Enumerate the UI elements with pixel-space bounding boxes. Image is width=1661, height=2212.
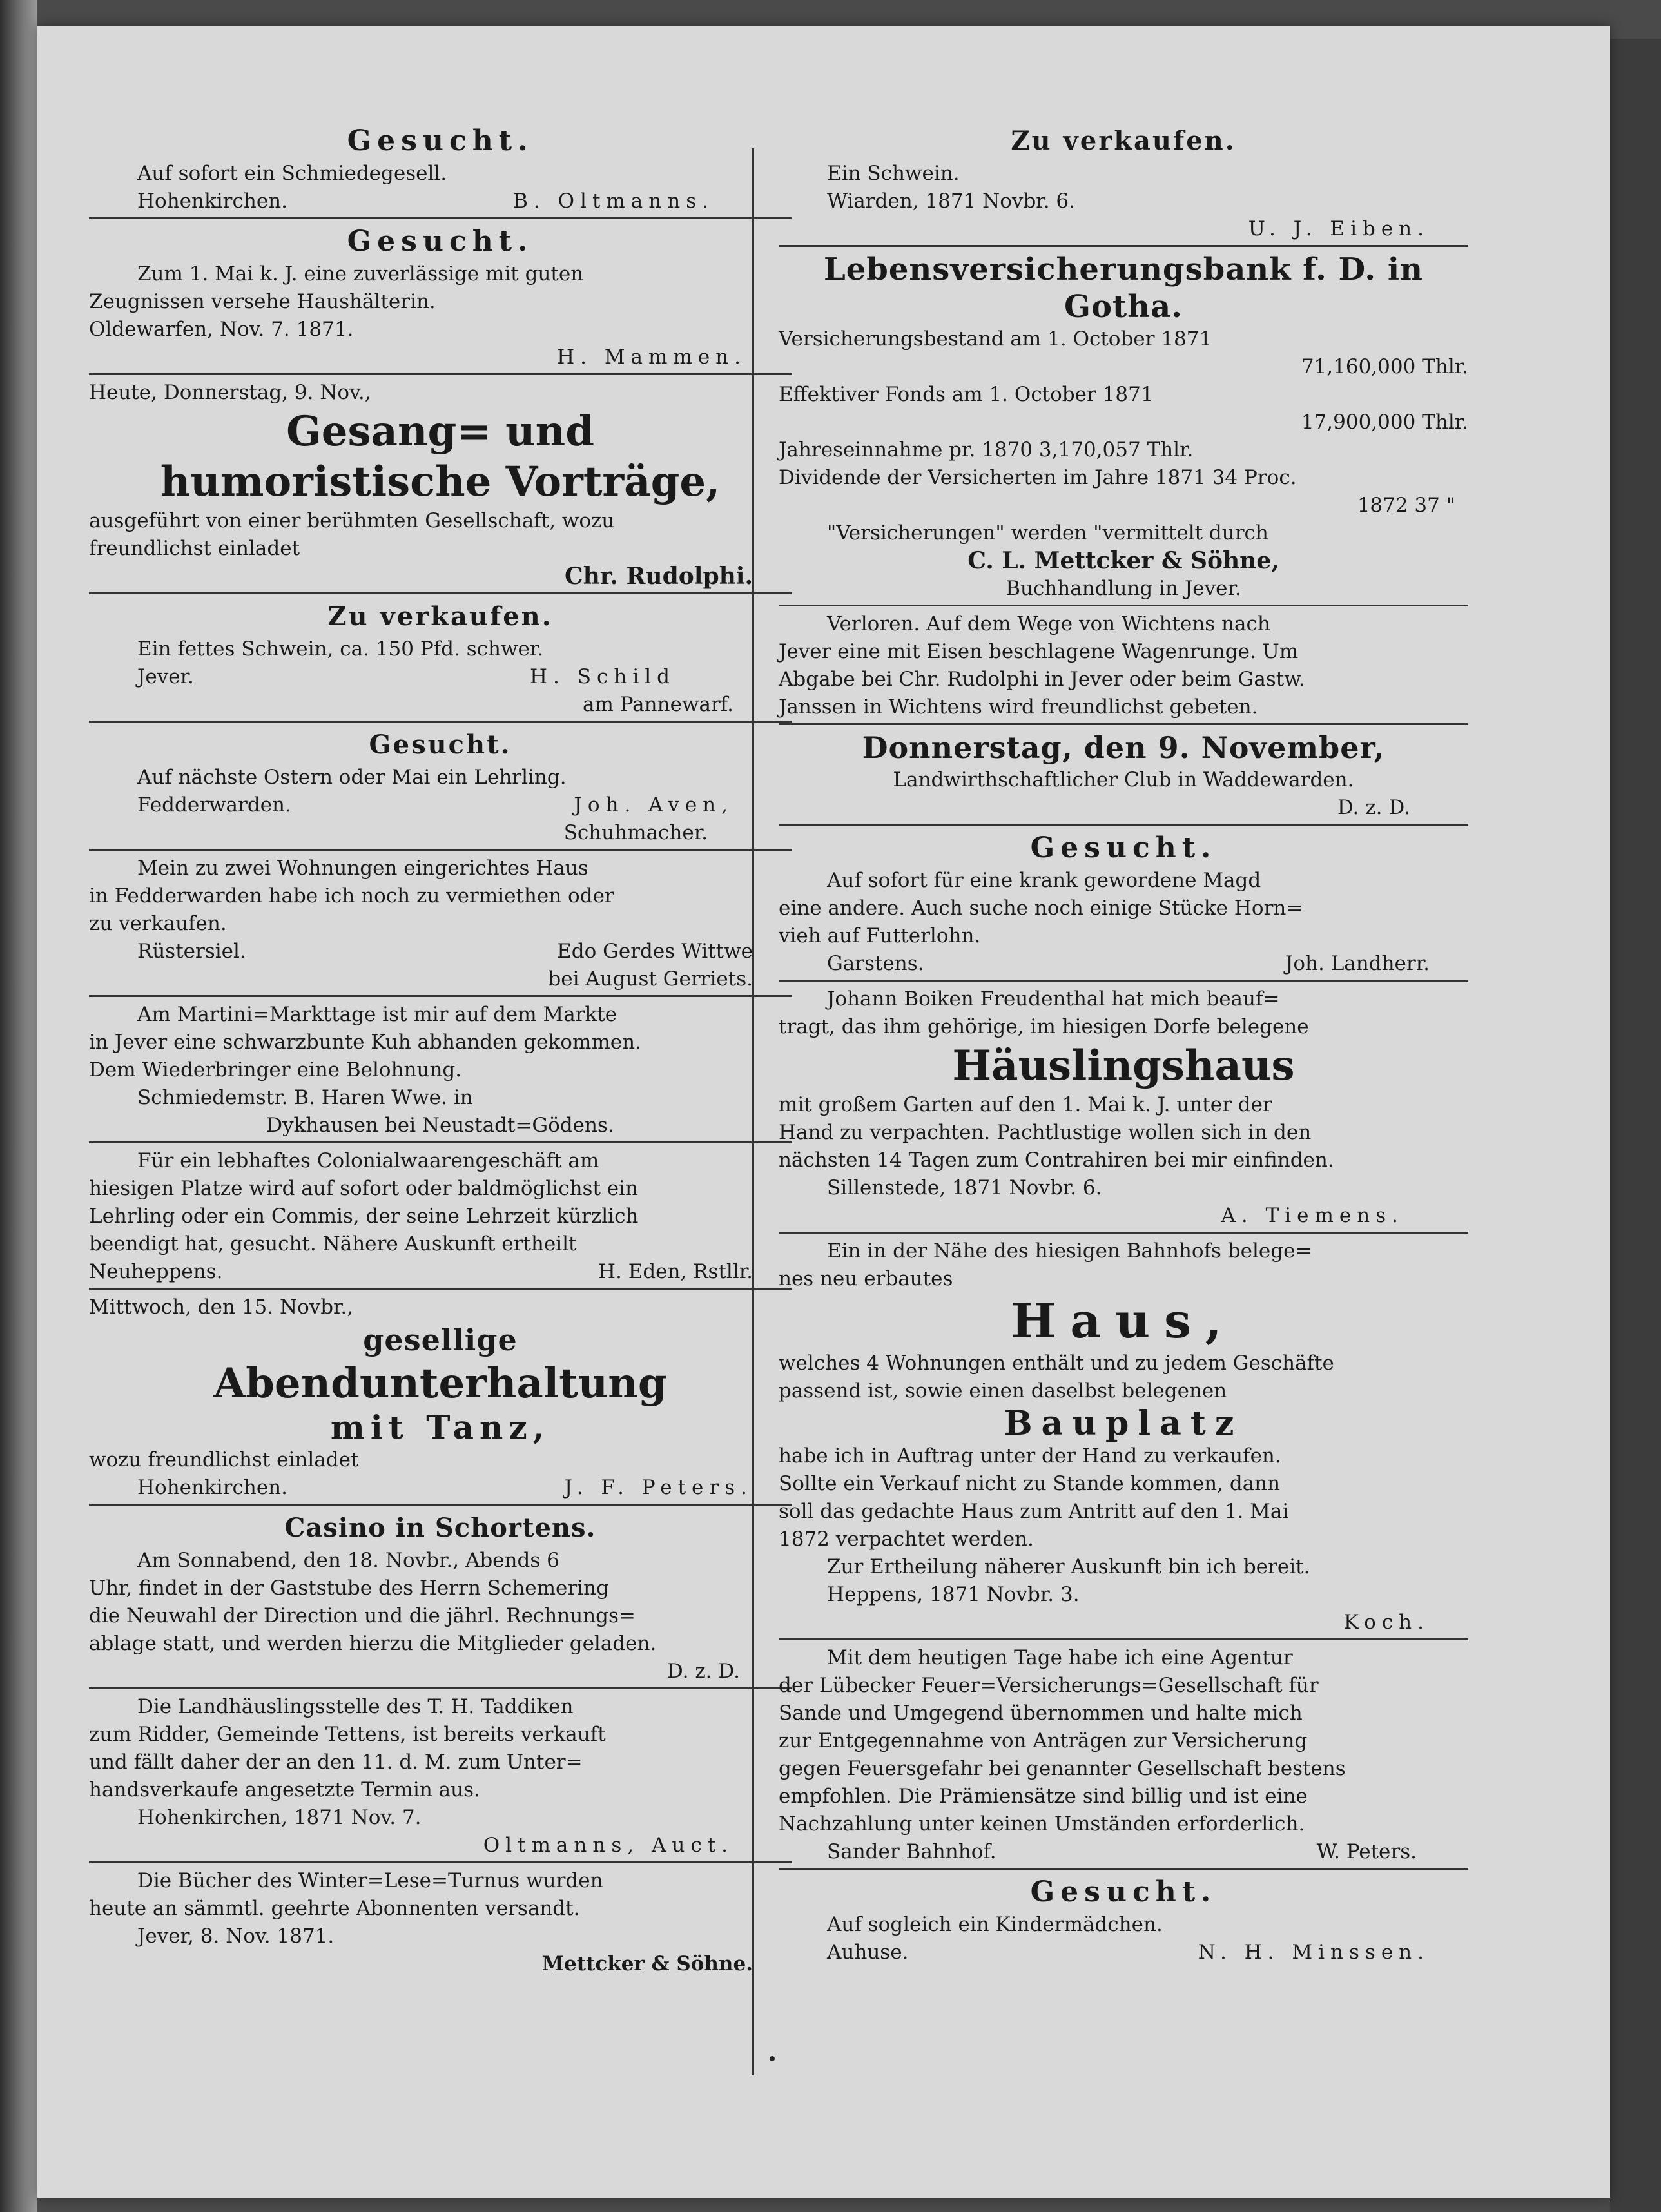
ad-text: Auf sogleich ein Kindermädchen. (827, 1913, 1163, 1936)
ad-place: Jever. (137, 665, 194, 688)
ad-text: 1872 37 " (1357, 494, 1455, 517)
left-column (89, 122, 792, 1978)
separator (779, 245, 1468, 247)
ad-text: hiesigen Platze wird auf sofort oder baldmöglichst ein (89, 1177, 639, 1200)
ad-signature: H. Eden, Rstllr. (597, 1260, 753, 1283)
ad-haus-bauplatz (779, 1237, 1468, 1636)
separator (89, 721, 792, 723)
ad-text: nächsten 14 Tagen zum Contrahiren bei mir einfinden. (779, 1149, 1334, 1172)
ad-gesucht-haushaelterin (89, 223, 792, 371)
ad-place: Hohenkirchen, 1871 Nov. 7. (137, 1806, 422, 1829)
separator (89, 849, 792, 851)
ad-subline: Buchhandlung in Jever. (1005, 577, 1241, 600)
ad-verkaufen-schwein-wiarden (779, 122, 1468, 243)
newspaper-page (37, 26, 1610, 2198)
ad-title: Zu verkaufen. (327, 601, 553, 632)
ad-title: Gesucht. (347, 124, 534, 157)
ad-headline: Gotha. (1064, 289, 1183, 325)
ad-subline: Schuhmacher. (563, 821, 708, 844)
ad-text: Janssen in Wichtens wird freundlichst gebeten. (779, 695, 1258, 719)
ad-text: Für ein lebhaftes Colonialwaarengeschäft am (137, 1149, 599, 1172)
page-edge (1610, 39, 1661, 2212)
ad-signature: J. F. Peters. (564, 1476, 753, 1499)
ad-signature: N. H. Minssen. (1198, 1941, 1430, 1964)
ad-text: Dem Wiederbringer eine Belohnung. (89, 1058, 462, 1082)
ad-place: Heppens, 1871 Novbr. 3. (827, 1583, 1080, 1606)
ad-signature: H. Mammen. (557, 345, 746, 369)
ad-signature: Joh. Aven, (574, 793, 733, 817)
ad-text: Auf sofort ein Schmiedegesell. (137, 162, 447, 185)
ad-title: Casino in Schortens. (284, 1513, 596, 1543)
ad-text: Dividende der Versicherten im Jahre 1871 34 Proc. (779, 466, 1297, 489)
ad-text: beendigt hat, gesucht. Nähere Auskunft ertheilt (89, 1232, 577, 1256)
ad-text: Sande und Umgegend übernommen und halte mich (779, 1702, 1303, 1725)
ad-text: welches 4 Wohnungen enthält und zu jedem Geschäfte (779, 1352, 1334, 1375)
ad-text: Ein in der Nähe des hiesigen Bahnhofs belege= (827, 1239, 1312, 1263)
ad-gesucht-schmiedegesell (89, 122, 792, 215)
ad-text: Versicherungsbestand am 1. October 1871 (779, 327, 1212, 351)
ad-signature: A. Tiemens. (1221, 1204, 1404, 1227)
ad-text: Uhr, findet in der Gaststube des Herrn Schemering (89, 1577, 609, 1600)
separator (89, 1504, 792, 1506)
ad-text: Jahreseinnahme pr. 1870 3,170,057 Thlr. (779, 438, 1194, 461)
separator (89, 373, 792, 375)
separator (89, 1141, 792, 1143)
ad-text: vieh auf Futterlohn. (779, 924, 981, 947)
separator (779, 824, 1468, 826)
ad-signature: D. z. D. (666, 1660, 740, 1683)
ad-text: passend ist, sowie einen daselbst belegenen (779, 1379, 1227, 1402)
ad-text: Zum 1. Mai k. J. eine zuverlässige mit guten (137, 262, 584, 286)
ad-verloren (779, 610, 1468, 721)
ad-value: 71,160,000 Thlr. (1301, 355, 1468, 378)
ad-place: Oldewarfen, Nov. 7. 1871. (89, 318, 354, 341)
ad-signature: Joh. Landherr. (1285, 952, 1430, 975)
ad-abendunterhaltung (89, 1294, 792, 1502)
ad-text: 1872 verpachtet werden. (779, 1528, 1034, 1551)
ad-text: Die Bücher des Winter=Lese=Turnus wurden (137, 1869, 603, 1892)
ad-date: Mittwoch, den 15. Novbr., (89, 1295, 354, 1319)
ad-signature: Mettcker & Söhne. (541, 1952, 753, 1975)
ad-place: Neuheppens. (89, 1260, 223, 1283)
ad-headline: Bauplatz (1004, 1404, 1243, 1443)
ad-text: zum Ridder, Gemeinde Tettens, ist bereits verkauft (89, 1723, 606, 1746)
ad-text: Hand zu verpachten. Pachtlustige wollen sich in den (779, 1121, 1312, 1144)
ad-text: ablage statt, und werden hierzu die Mitglieder geladen. (89, 1632, 657, 1655)
ad-gesucht-kindermaedchen (779, 1874, 1468, 1966)
ad-headline: gesellige (363, 1323, 518, 1357)
ad-text: Auf sofort für eine krank gewordene Magd (827, 869, 1261, 892)
ad-text: Zeugnissen versehe Haushälterin. (89, 290, 436, 313)
ad-place: Jever, 8. Nov. 1871. (137, 1925, 335, 1948)
ad-text: Johann Boiken Freudenthal hat mich beauf= (827, 987, 1280, 1011)
ad-headline: Haus, (1011, 1294, 1236, 1349)
ad-signature: Koch. (1343, 1611, 1430, 1634)
separator (779, 723, 1468, 725)
ad-feuerversicherung (779, 1644, 1468, 1866)
ad-text: der Lübecker Feuer=Versicherungs=Gesellschaft für (779, 1674, 1319, 1697)
ad-title: Gesucht. (1030, 831, 1217, 864)
separator (89, 1861, 792, 1863)
ad-landhaeuslingsstelle (89, 1693, 792, 1859)
ad-text: mit großem Garten auf den 1. Mai k. J. unter der (779, 1093, 1272, 1116)
ad-text: wozu freundlichst einladet (89, 1448, 359, 1471)
separator (89, 995, 792, 997)
ad-headline: mit Tanz, (330, 1408, 550, 1446)
ad-kuh-abhanden (89, 1001, 792, 1140)
ad-text: Ein fettes Schwein, ca. 150 Pfd. schwer. (137, 637, 544, 661)
ad-text: gegen Feuersgefahr bei genannter Gesellschaft bestens (779, 1757, 1346, 1780)
ad-text: die Neuwahl der Direction und die jährl. Rechnungs= (89, 1604, 636, 1627)
ad-haeuslingshaus (779, 985, 1468, 1230)
ad-gesang-vortraege (89, 379, 792, 590)
ad-text: Lehrling oder ein Commis, der seine Lehrzeit kürzlich (89, 1205, 639, 1228)
ad-text: Effektiver Fonds am 1. October 1871 (779, 383, 1154, 406)
ad-text: Am Sonnabend, den 18. Novbr., Abends 6 (137, 1549, 559, 1572)
ad-headline: Donnerstag, den 9. November, (862, 730, 1385, 765)
book-spine (0, 0, 37, 2212)
ad-text: freundlichst einladet (89, 537, 300, 560)
ad-signature: C. L. Mettcker & Söhne, (967, 547, 1279, 574)
ad-signature: Chr. Rudolphi. (564, 563, 753, 590)
separator (89, 1687, 792, 1689)
ad-place: Hohenkirchen. (137, 189, 287, 213)
ad-value: 17,900,000 Thlr. (1301, 411, 1468, 434)
ad-text: handsverkaufe angesetzte Termin aus. (89, 1778, 480, 1801)
ad-text: empfohlen. Die Prämiensätze sind billig und ist eine (779, 1785, 1308, 1808)
ad-text: eine andere. Auch suche noch einige Stücke Horn= (779, 897, 1303, 920)
ad-place: Fedderwarden. (137, 793, 291, 817)
ad-text: Am Martini=Markttage ist mir auf dem Markte (137, 1003, 617, 1026)
ad-text: Schmiedemstr. B. Haren Wwe. in (137, 1086, 473, 1109)
ad-text: Sollte ein Verkauf nicht zu Stande kommen, dann (779, 1472, 1281, 1495)
ad-text: tragt, das ihm gehörige, im hiesigen Dorfe belegene (779, 1015, 1309, 1038)
ad-place: Sillenstede, 1871 Novbr. 6. (827, 1176, 1102, 1199)
ad-text: und fällt daher der an den 11. d. M. zum Unter= (89, 1751, 583, 1774)
ad-gesucht-lehrling (89, 726, 792, 847)
ad-place: Wiarden, 1871 Novbr. 6. (827, 189, 1075, 213)
ad-title: Gesucht. (1030, 1876, 1217, 1908)
ad-headline: Lebensversicherungsbank f. D. in (824, 251, 1423, 287)
ad-verkaufen-schwein (89, 598, 792, 719)
ad-headline: Häuslingshaus (952, 1042, 1295, 1090)
ink-dot (770, 2056, 775, 2061)
ad-signature: H. Schild (530, 665, 675, 688)
separator (779, 1638, 1468, 1640)
ad-text: habe ich in Auftrag unter der Hand zu verkaufen. (779, 1444, 1281, 1468)
ad-place: Sander Bahnhof. (827, 1840, 996, 1863)
separator (779, 1868, 1468, 1870)
ad-headline: Abendunterhaltung (213, 1359, 667, 1408)
ad-place: Rüstersiel. (137, 940, 246, 963)
separator (89, 217, 792, 219)
ad-text: "Versicherungen" werden "vermittelt durch (827, 521, 1268, 545)
ad-text: zu verkaufen. (89, 912, 227, 935)
ad-lebensversicherungsbank (779, 251, 1468, 603)
ad-casino-schortens (89, 1509, 792, 1685)
ad-subline: am Pannewarf. (582, 693, 733, 716)
ad-lese-turnus (89, 1867, 792, 1978)
ad-text: soll das gedachte Haus zum Antritt auf den 1. Mai (779, 1500, 1289, 1523)
ad-signature: Edo Gerdes Wittwe (557, 940, 753, 963)
separator (89, 1288, 792, 1290)
ad-text: in Jever eine schwarzbunte Kuh abhanden gekommen. (89, 1031, 641, 1054)
ad-signature: D. z. D. (1337, 796, 1410, 819)
ad-headline: Gesang= und (286, 407, 594, 456)
separator (779, 605, 1468, 606)
ad-landwirthschaftlicher-club (779, 729, 1468, 822)
ad-title: Zu verkaufen. (1011, 126, 1236, 156)
ad-gesucht-magd (779, 830, 1468, 978)
ad-place: Garstens. (827, 952, 924, 975)
ad-headline: humoristische Vorträge, (160, 458, 721, 506)
ad-text: Abgabe bei Chr. Rudolphi in Jever oder beim Gastw. (779, 668, 1305, 691)
ad-signature: B. Oltmanns. (513, 189, 714, 213)
ad-text: zur Entgegennahme von Anträgen zur Versicherung (779, 1729, 1308, 1752)
ad-text: Mein zu zwei Wohnungen eingerichtes Haus (137, 857, 588, 880)
ad-text: Auf nächste Ostern oder Mai ein Lehrling. (137, 766, 567, 789)
ad-text: Verloren. Auf dem Wege von Wichtens nach (827, 612, 1270, 635)
ad-text: Nachzahlung unter keinen Umständen erforderlich. (779, 1812, 1305, 1836)
ad-title: Gesucht. (369, 730, 512, 760)
ad-colonialwaaren (89, 1147, 792, 1286)
ad-text: in Fedderwarden habe ich noch zu vermiethen oder (89, 884, 614, 907)
ad-title: Gesucht. (347, 225, 534, 258)
ad-signature: Oltmanns, Auct. (483, 1834, 733, 1857)
ad-text: Mit dem heutigen Tage habe ich eine Agentur (827, 1646, 1293, 1669)
ad-signature: W. Peters. (1316, 1840, 1417, 1863)
ad-signature: U. J. Eiben. (1248, 217, 1430, 240)
ad-text: nes neu erbautes (779, 1267, 953, 1290)
separator (779, 980, 1468, 982)
ad-subline: bei August Gerriets. (548, 967, 753, 991)
ad-text: heute an sämmtl. geehrte Abonnenten versandt. (89, 1897, 580, 1920)
ad-place: Hohenkirchen. (137, 1476, 287, 1499)
ad-text: Dykhausen bei Neustadt=Gödens. (266, 1114, 614, 1137)
ad-date: Heute, Donnerstag, 9. Nov., (89, 381, 371, 404)
ad-text: Zur Ertheilung näherer Auskunft bin ich bereit. (827, 1555, 1310, 1578)
ad-text: Die Landhäuslingsstelle des T. H. Taddiken (137, 1695, 574, 1718)
ad-text: ausgeführt von einer berühmten Gesellschaft, wozu (89, 509, 615, 532)
separator (779, 1232, 1468, 1234)
ad-text: Landwirthschaftlicher Club in Waddewarden. (893, 768, 1354, 791)
ad-text: Ein Schwein. (827, 162, 960, 185)
ad-haus-fedderwarden (89, 855, 792, 993)
separator (89, 592, 792, 594)
ad-text: Jever eine mit Eisen beschlagene Wagenrunge. Um (779, 640, 1299, 663)
right-column (779, 122, 1468, 1966)
ad-place: Auhuse. (827, 1941, 909, 1964)
